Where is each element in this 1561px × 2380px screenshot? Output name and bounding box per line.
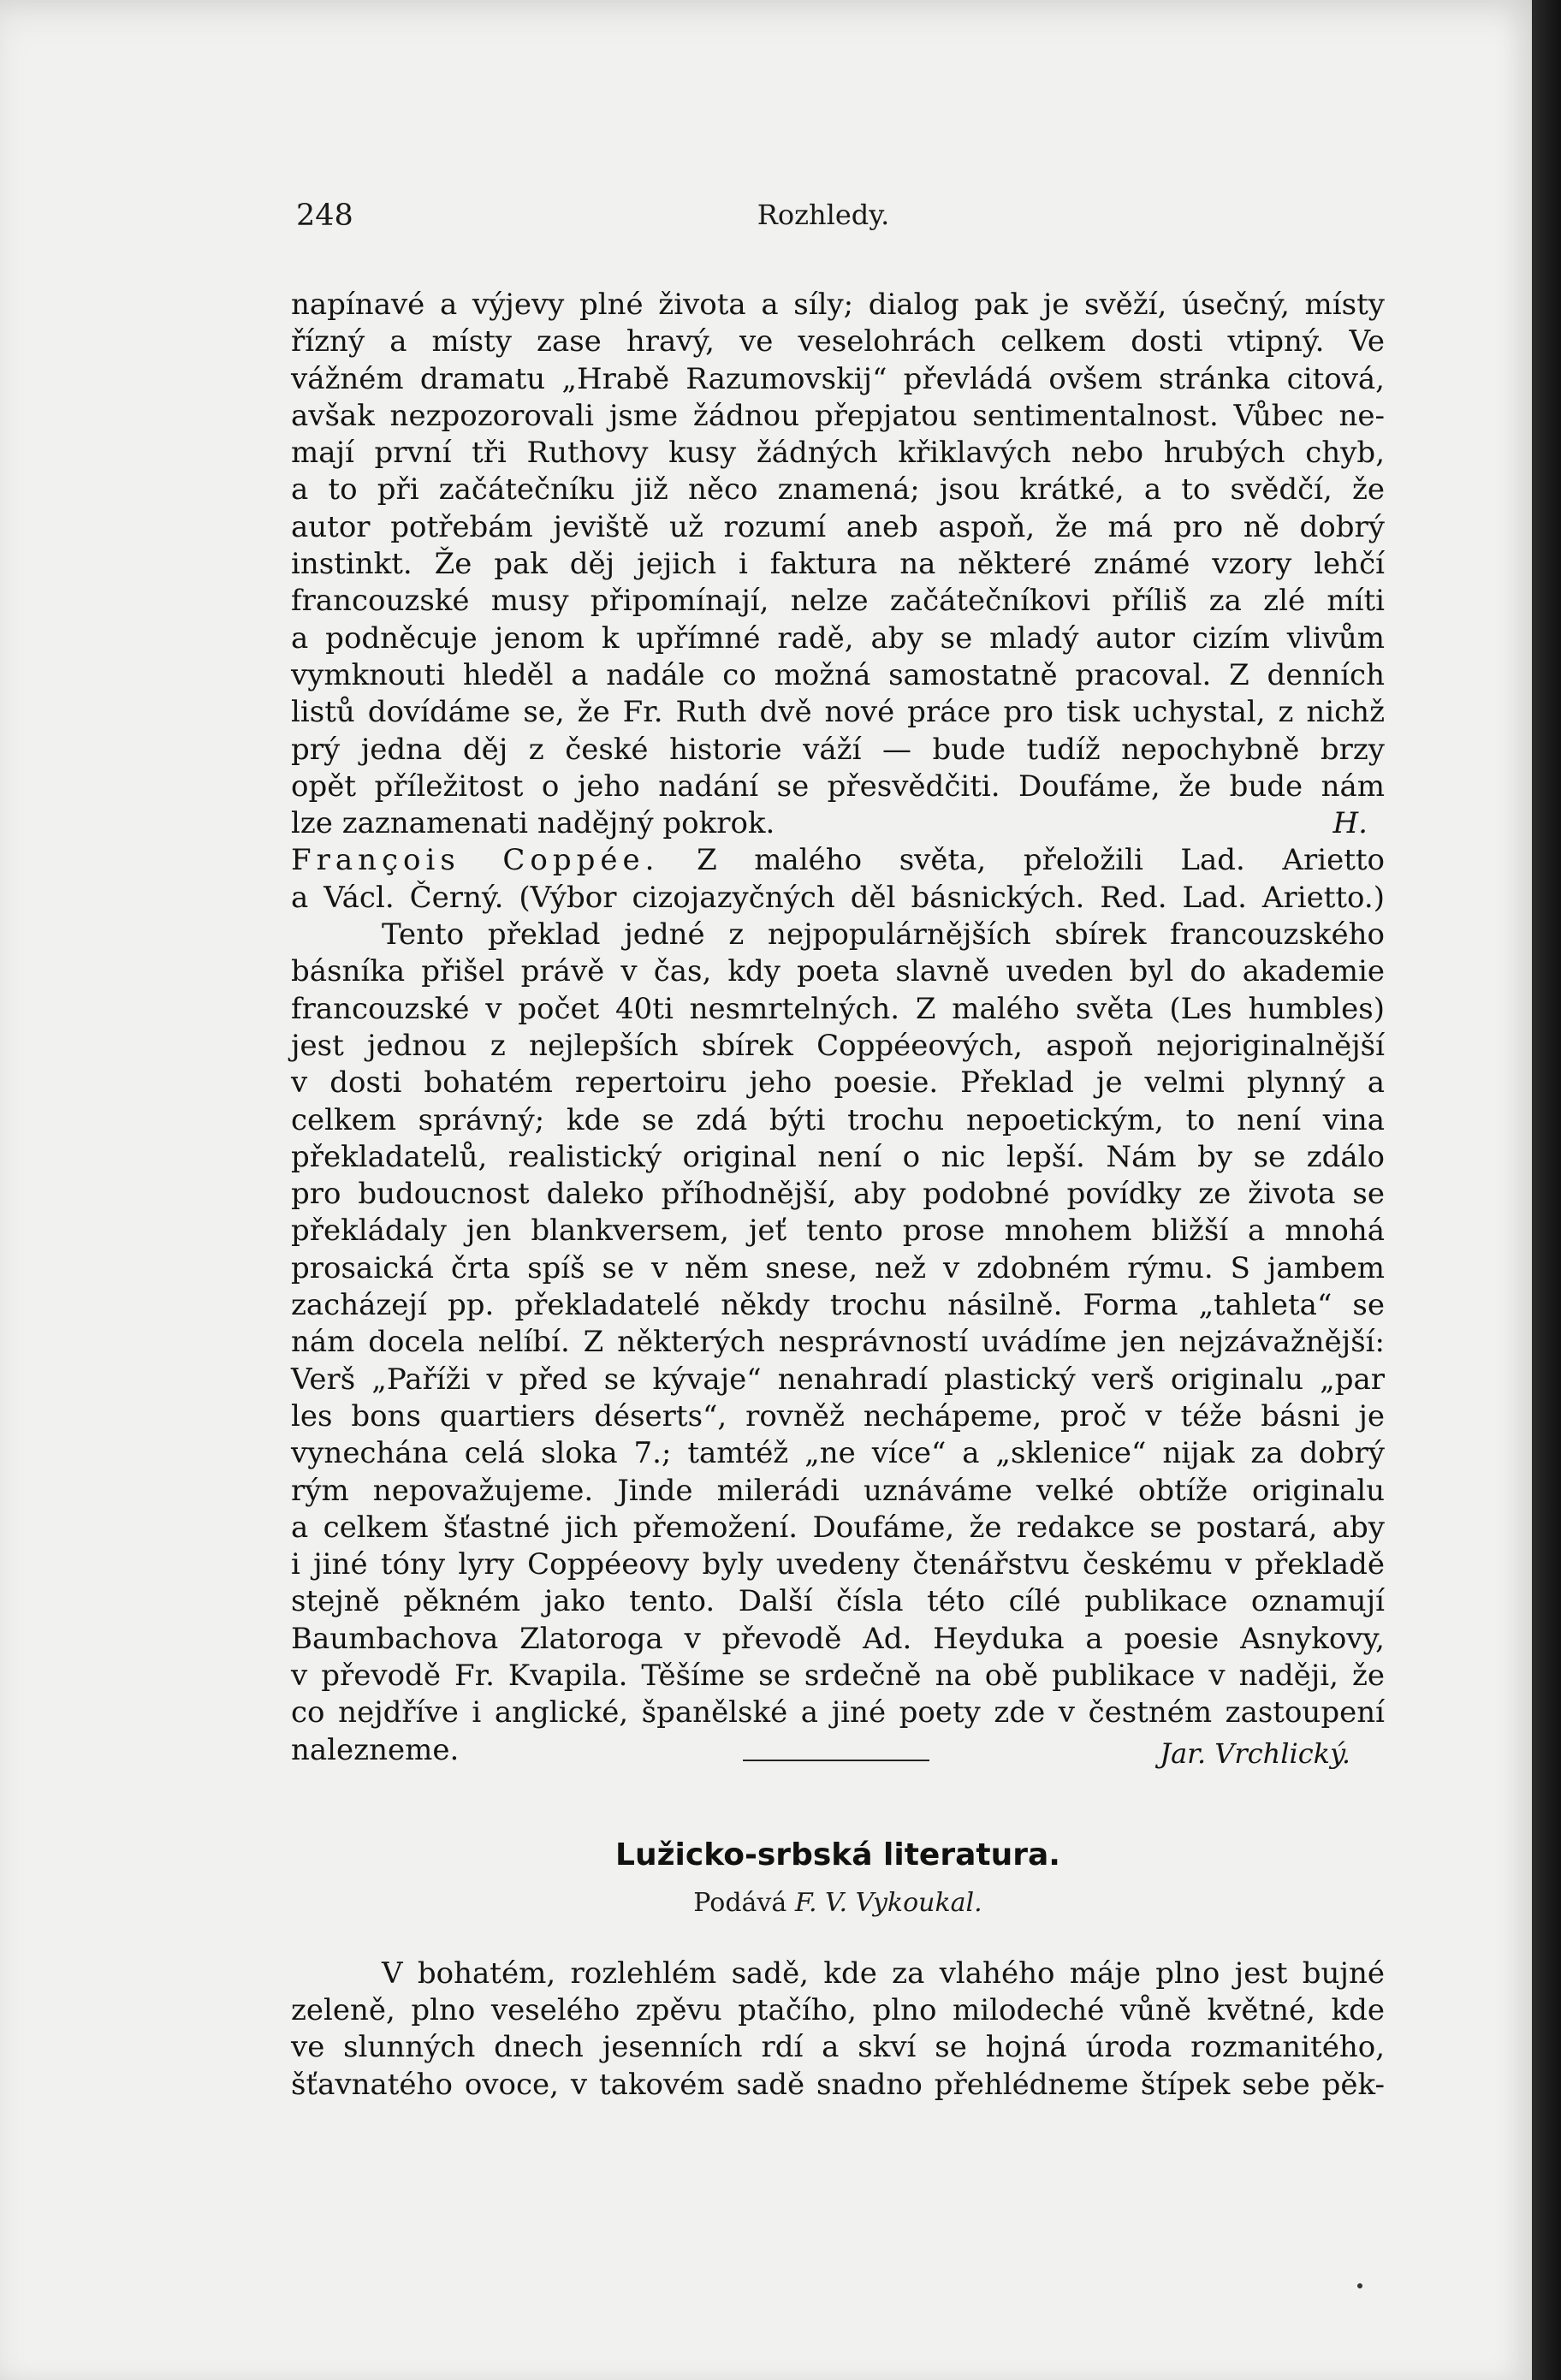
review-ruth-closing-line	[291, 805, 1385, 842]
byline-author: F. V. Vykoukal.	[794, 1887, 982, 1918]
review-coppee-line: zacházejí pp. překladatelé někdy trochu násilně. Forma „tahleta“ se	[291, 1288, 1385, 1323]
review-coppee-heading	[291, 842, 1385, 879]
review-coppee-line: jest jednou z nejlepších sbírek Coppéeových, aspoň nejoriginalnější	[291, 1028, 1385, 1063]
review-coppee-line: překladatelů, realistický original není o nic lepší. Nám by se zdálo	[291, 1139, 1385, 1174]
review-ruth-line: francouzské musy připomínají, nelze začátečníkovi příliš za zlé míti	[291, 584, 1385, 619]
section-byline	[291, 1888, 1385, 1918]
section-body	[291, 1956, 1385, 2104]
review-coppee-closing-line	[291, 1732, 1385, 1769]
review-coppee-author: François Coppée.	[291, 843, 660, 878]
review-ruth	[291, 287, 1385, 805]
review-coppee-line: Verš „Paříži v před se kývaje“ nenahradí plastický verš originalu „par	[291, 1362, 1385, 1397]
running-title: Rozhledy.	[757, 199, 890, 231]
review-coppee-line: francouzské v počet 40ti nesmrtelných. Z malého světa (Les humbles)	[291, 991, 1385, 1026]
review-coppee-line: v dosti bohatém repertoiru jeho poesie. Překlad je velmi plynný a	[291, 1065, 1385, 1101]
review-ruth-line: řízný a místy zase hravý, ve veselohrách celkem dosti vtipný. Ve	[291, 324, 1385, 359]
review-ruth-line: instinkt. Že pak děj jejich i faktura na některé známé vzory lehčí	[291, 547, 1385, 582]
scan-edge	[1532, 0, 1561, 2380]
review-coppee-line: pro budoucnost daleko příhodnější, aby podobné povídky ze života se	[291, 1177, 1385, 1212]
section-divider-rule	[743, 1760, 929, 1761]
section-body-line: ve slunných dnech jesenních rdí a skví se hojná úroda rozmanitého,	[291, 2030, 1385, 2065]
running-head	[296, 199, 1350, 241]
review-ruth-line: mají první tři Ruthovy kusy žádných křiklavých nebo hrubých chyb,	[291, 436, 1385, 471]
review-coppee-line: co nejdříve i anglické, španělské a jiné poety zde v čestném zastoupení	[291, 1695, 1385, 1730]
review-ruth-line: vážném dramatu „Hrabě Razumovskij“ převládá ovšem stránka citová,	[291, 361, 1385, 396]
review-ruth-line: napínavé a výjevy plné života a síly; dialog pak je svěží, úsečný, místy	[291, 288, 1385, 322]
review-ruth-last-text: lze zaznamenati nadějný pokrok.	[291, 806, 775, 841]
review-coppee-line: stejně pěkném jako tento. Další čísla této cílé publikace oznamují	[291, 1584, 1385, 1619]
review-coppee-line: celkem správný; kde se zdá býti trochu nepoetickým, to není vina	[291, 1102, 1385, 1137]
review-ruth-signature: H.	[1332, 806, 1368, 841]
section-title: Lužicko-srbská literatura.	[615, 1837, 1060, 1873]
review-coppee-heading-line2: a Václ. Černý. (Výbor cizojazyčných děl básnických. Red. Lad. Arietto.)	[291, 880, 1385, 915]
review-coppee-line: prosaická črta spíš se v něm snese, než v zdobném rýmu. S jambem	[291, 1250, 1385, 1285]
review-coppee-line: i jiné tóny lyry Coppéeovy byly uvedeny čtenářstvu českému v překladě	[291, 1547, 1385, 1582]
text-column	[291, 287, 1385, 2104]
review-coppee-line: v převodě Fr. Kvapila. Těšíme se srdečně na obě publikace v naději, že	[291, 1658, 1385, 1693]
section-body-line: V bohatém, rozlehlém sadě, kde za vlahého máje plno jest bujné	[382, 1956, 1385, 1991]
review-coppee-last-text: nalezneme.	[291, 1732, 460, 1767]
review-coppee-first-line: Tento překlad jedné z nejpopulárnějších sbírek francouzského	[382, 917, 1385, 953]
review-coppee-line: Baumbachova Zlatoroga v převodě Ad. Heyduka a poesie Asnykovy,	[291, 1621, 1385, 1656]
review-coppee-line: vynechána celá sloka 7.; tamtéž „ne více“ a „sklenice“ nijak za dobrý	[291, 1436, 1385, 1471]
review-ruth-line: prý jedna děj z české historie váží — bude tudíž nepochybně brzy	[291, 732, 1385, 767]
review-coppee	[291, 953, 1385, 1731]
review-coppee-line: básníka přišel právě v čas, kdy poeta slavně uveden byl do akademie	[291, 954, 1385, 989]
print-speck	[1357, 2283, 1362, 2288]
review-coppee-line: překládaly jen blankversem, jeť tento prose mnohem bližší a mnohá	[291, 1214, 1385, 1249]
section-body-line: šťavnatého ovoce, v takovém sadě snadno přehlédneme štípek sebe pěk-	[291, 2067, 1385, 2102]
review-coppee-signature: Jar. Vrchlický.	[1160, 1736, 1350, 1770]
page-number: 248	[296, 199, 353, 233]
review-ruth-line: avšak nezpozorovali jsme žádnou přepjatou sentimentalnost. Vůbec ne-	[291, 398, 1385, 433]
review-coppee-line: a celkem šťastné jich přemožení. Doufáme, že redakce se postará, aby	[291, 1510, 1385, 1545]
review-coppee-line: rým nepovažujeme. Jinde milerádi uznáváme velké obtíže originalu	[291, 1473, 1385, 1508]
review-ruth-line: listů dovídáme se, že Fr. Ruth dvě nové práce pro tisk uchystal, z nichž	[291, 695, 1385, 730]
byline-prefix: Podává	[693, 1887, 787, 1918]
review-ruth-line: a podněcuje jenom k upřímné radě, aby se mladý autor cizím vlivům	[291, 620, 1385, 656]
review-ruth-line: a to při začátečníku již něco znamená; jsou krátké, a to svědčí, že	[291, 472, 1385, 507]
review-coppee-heading-rest: Z malého světa, přeložili Lad. Arietto	[659, 843, 1386, 878]
review-ruth-line: opět příležitost o jeho nadání se přesvědčiti. Doufáme, že bude nám	[291, 769, 1385, 804]
review-ruth-line: autor potřebám jeviště už rozumí aneb aspoň, že má pro ně dobrý	[291, 509, 1385, 544]
review-ruth-line: vymknouti hleděl a nadále co možná samostatně pracoval. Z denních	[291, 657, 1385, 692]
section-body-line: zeleně, plno veselého zpěvu ptačího, plno milodeché vůně květné, kde	[291, 1993, 1385, 2028]
review-coppee-line: nám docela nelíbí. Z některých nesprávností uvádíme jen nejzávažnější:	[291, 1325, 1385, 1360]
review-coppee-line: les bons quartiers déserts“, rovněž nechápeme, proč v téže básni je	[291, 1398, 1385, 1433]
